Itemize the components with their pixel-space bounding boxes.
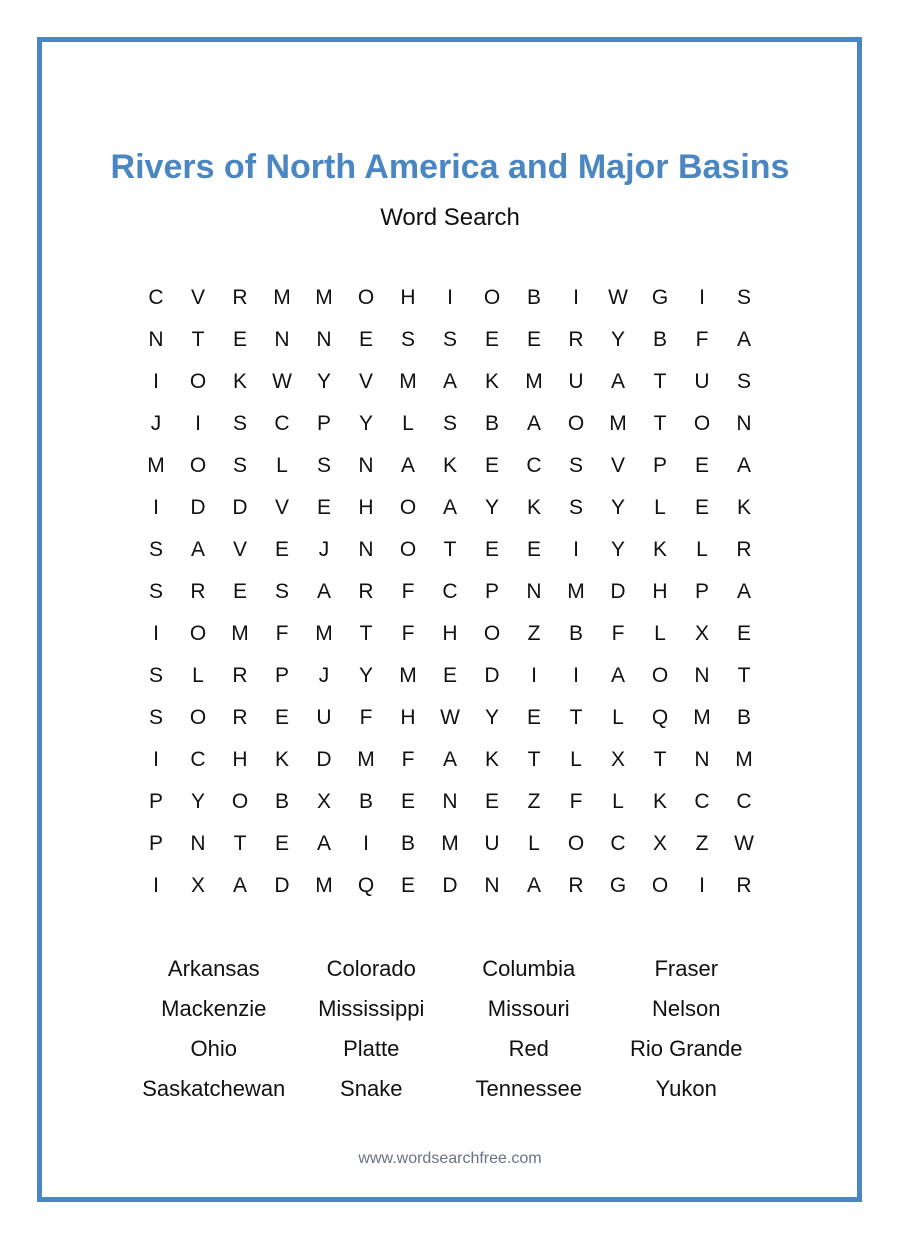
grid-letter-cell[interactable]: O [567, 412, 585, 435]
grid-letter-cell[interactable]: N [694, 664, 710, 687]
grid-letter-cell[interactable]: B [358, 790, 373, 813]
grid-letter-cell[interactable]: O [189, 706, 207, 729]
word-list-item: Columbia [482, 956, 576, 981]
grid-letter-cell[interactable]: W [440, 706, 460, 729]
grid-letter-cell[interactable]: A [316, 580, 331, 603]
grid-letter-cell[interactable]: N [442, 790, 458, 813]
grid-letter-cell[interactable]: E [484, 790, 499, 813]
grid-letter-cell[interactable]: E [442, 664, 457, 687]
word-list-item: Missouri [487, 996, 570, 1021]
grid-letter-cell[interactable]: A [442, 370, 457, 393]
grid-letter-cell[interactable]: S [568, 454, 583, 477]
grid-letter-cell[interactable]: X [316, 790, 331, 813]
grid-letter-cell[interactable]: K [652, 538, 667, 561]
grid-letter-cell[interactable]: M [399, 664, 417, 687]
grid-letter-cell[interactable]: A [316, 832, 331, 855]
grid-letter-cell[interactable]: H [652, 580, 668, 603]
grid-letter-cell[interactable]: Y [358, 664, 373, 687]
grid-letter-cell[interactable]: P [652, 454, 667, 477]
grid-letter-cell[interactable]: S [442, 328, 457, 351]
grid-letter-cell[interactable]: L [528, 832, 540, 855]
word-list-item: Mackenzie [161, 996, 267, 1021]
grid-letter-cell[interactable]: S [148, 538, 163, 561]
grid-letter-cell[interactable]: W [734, 832, 754, 855]
grid-letter-cell[interactable]: L [612, 790, 624, 813]
grid-letter-cell[interactable]: Z [527, 790, 541, 813]
grid-letter-cell[interactable]: E [526, 706, 541, 729]
word-list-item: Platte [343, 1036, 400, 1061]
grid-letter-cell[interactable]: C [694, 790, 710, 813]
grid-letter-cell[interactable]: C [736, 790, 752, 813]
grid-letter-cell[interactable]: I [573, 664, 579, 687]
grid-letter-cell[interactable]: A [610, 664, 625, 687]
grid-letter-cell[interactable]: K [526, 496, 541, 519]
grid-letter-cell[interactable]: E [694, 454, 709, 477]
grid-letter-cell[interactable]: D [232, 496, 248, 519]
grid-letter-cell[interactable]: R [232, 286, 248, 309]
grid-letter-cell[interactable]: A [736, 580, 751, 603]
grid-letter-cell[interactable]: C [610, 832, 626, 855]
grid-letter-cell[interactable]: P [274, 664, 289, 687]
grid-letter-cell[interactable]: W [608, 286, 628, 309]
grid-letter-cell[interactable]: T [233, 832, 247, 855]
grid-letter-cell[interactable]: T [443, 538, 457, 561]
grid-letter-cell[interactable]: E [274, 538, 289, 561]
grid-letter-cell[interactable]: S [148, 706, 163, 729]
grid-letter-cell[interactable]: F [275, 622, 289, 645]
grid-letter-cell[interactable]: C [274, 412, 290, 435]
grid-letter-cell[interactable]: P [316, 412, 331, 435]
grid-letter-cell[interactable]: K [652, 790, 667, 813]
grid-letter-cell[interactable]: F [401, 748, 415, 771]
grid-letter-cell[interactable]: B [736, 706, 751, 729]
grid-letter-cell[interactable]: I [573, 538, 579, 561]
grid-letter-cell[interactable]: I [195, 412, 201, 435]
grid-letter-cell[interactable]: E [526, 538, 541, 561]
grid-letter-cell[interactable]: M [315, 622, 333, 645]
grid-letter-cell[interactable]: N [274, 328, 290, 351]
grid-letter-cell[interactable]: O [357, 286, 375, 309]
grid-letter-cell[interactable]: A [232, 874, 247, 897]
grid-letter-cell[interactable]: A [610, 370, 625, 393]
grid-letter-cell[interactable]: B [526, 286, 541, 309]
grid-letter-cell[interactable]: M [399, 370, 417, 393]
grid-letter-cell[interactable]: X [190, 874, 205, 897]
grid-letter-cell[interactable]: H [442, 622, 458, 645]
grid-letter-cell[interactable]: D [190, 496, 206, 519]
grid-letter-cell[interactable]: B [274, 790, 289, 813]
grid-letter-cell[interactable]: V [190, 286, 205, 309]
word-list-item: Red [508, 1036, 549, 1061]
grid-letter-cell[interactable]: G [609, 874, 627, 897]
grid-letter-cell[interactable]: N [358, 454, 374, 477]
grid-letter-cell[interactable]: D [610, 580, 626, 603]
grid-letter-cell[interactable]: E [526, 328, 541, 351]
grid-letter-cell[interactable]: I [153, 622, 159, 645]
grid-letter-cell[interactable]: S [148, 664, 163, 687]
grid-letter-cell[interactable]: R [232, 706, 248, 729]
grid-letter-cell[interactable]: S [316, 454, 331, 477]
grid-letter-cell[interactable]: Y [358, 412, 373, 435]
grid-letter-cell[interactable]: Z [527, 622, 541, 645]
grid-letter-cell[interactable]: E [484, 454, 499, 477]
grid-letter-cell[interactable]: U [568, 370, 584, 393]
grid-letter-cell[interactable]: S [148, 580, 163, 603]
grid-letter-cell[interactable]: O [189, 454, 207, 477]
grid-letter-cell[interactable]: R [736, 874, 752, 897]
grid-letter-cell[interactable]: M [441, 832, 459, 855]
grid-letter-cell[interactable]: O [483, 286, 501, 309]
grid-letter-cell[interactable]: S [568, 496, 583, 519]
grid-letter-cell[interactable]: Y [484, 706, 499, 729]
grid-letter-cell[interactable]: J [318, 538, 330, 561]
grid-letter-cell[interactable]: Y [316, 370, 331, 393]
grid-letter-cell[interactable]: T [359, 622, 373, 645]
grid-letter-cell[interactable]: S [232, 412, 247, 435]
grid-letter-cell[interactable]: P [148, 790, 163, 813]
word-list-item: Ohio [190, 1036, 237, 1061]
grid-letter-cell[interactable]: L [654, 496, 666, 519]
grid-letter-cell[interactable]: A [442, 496, 457, 519]
puzzle-title: Rivers of North America and Major Basins [110, 148, 790, 186]
grid-letter-cell[interactable]: R [736, 538, 752, 561]
grid-letter-cell[interactable]: A [526, 874, 541, 897]
grid-letter-cell[interactable]: O [399, 496, 417, 519]
grid-letter-cell[interactable]: H [358, 496, 374, 519]
grid-letter-cell[interactable]: S [736, 286, 751, 309]
grid-letter-cell[interactable]: M [693, 706, 711, 729]
grid-letter-cell[interactable]: X [694, 622, 709, 645]
grid-letter-cell[interactable]: O [651, 874, 669, 897]
word-list-item: Nelson [652, 996, 721, 1021]
grid-letter-cell[interactable]: R [190, 580, 206, 603]
grid-letter-cell[interactable]: X [652, 832, 667, 855]
grid-letter-cell[interactable]: N [148, 328, 164, 351]
grid-letter-cell[interactable]: T [653, 748, 667, 771]
grid-letter-cell[interactable]: M [357, 748, 375, 771]
grid-letter-cell[interactable]: N [190, 832, 206, 855]
grid-letter-cell[interactable]: O [651, 664, 669, 687]
grid-letter-cell[interactable]: I [363, 832, 369, 855]
grid-letter-cell[interactable]: C [148, 286, 164, 309]
word-list-item: Rio Grande [629, 1036, 743, 1061]
grid-letter-cell[interactable]: F [569, 790, 583, 813]
grid-letter-cell[interactable]: M [147, 454, 165, 477]
grid-letter-cell[interactable]: P [148, 832, 163, 855]
grid-letter-cell[interactable]: N [526, 580, 542, 603]
grid-letter-cell[interactable]: T [569, 706, 583, 729]
grid-letter-cell[interactable]: J [150, 412, 162, 435]
grid-letter-cell[interactable]: S [736, 370, 751, 393]
grid-letter-cell[interactable]: Y [610, 328, 625, 351]
grid-letter-cell[interactable]: B [568, 622, 583, 645]
grid-letter-cell[interactable]: Y [190, 790, 205, 813]
grid-letter-cell[interactable]: D [316, 748, 332, 771]
grid-letter-cell[interactable]: T [653, 370, 667, 393]
grid-letter-cell[interactable]: E [232, 328, 247, 351]
grid-letter-cell[interactable]: E [736, 622, 751, 645]
grid-letter-cell[interactable]: J [318, 664, 330, 687]
grid-letter-cell[interactable]: T [653, 412, 667, 435]
grid-letter-cell[interactable]: M [567, 580, 585, 603]
grid-letter-cell[interactable]: E [484, 538, 499, 561]
word-list-item: Colorado [326, 956, 416, 981]
grid-letter-cell[interactable]: S [232, 454, 247, 477]
word-list-item: Saskatchewan [142, 1076, 286, 1101]
grid-letter-cell[interactable]: P [484, 580, 499, 603]
grid-letter-cell[interactable]: F [401, 580, 415, 603]
grid-letter-cell[interactable]: A [526, 412, 541, 435]
letter-grid [135, 277, 765, 907]
grid-letter-cell[interactable]: E [232, 580, 247, 603]
grid-letter-cell[interactable]: E [358, 328, 373, 351]
grid-letter-cell[interactable]: R [232, 664, 248, 687]
grid-letter-cell[interactable]: A [190, 538, 205, 561]
grid-letter-cell[interactable]: A [442, 748, 457, 771]
grid-letter-cell[interactable]: P [694, 580, 709, 603]
grid-letter-cell[interactable]: V [274, 496, 289, 519]
grid-letter-cell[interactable]: F [611, 622, 625, 645]
grid-letter-cell[interactable]: Q [651, 706, 669, 729]
grid-letter-cell[interactable]: I [573, 286, 579, 309]
grid-letter-cell[interactable]: S [274, 580, 289, 603]
grid-letter-cell[interactable]: H [400, 706, 416, 729]
grid-letter-cell[interactable]: N [484, 874, 500, 897]
word-list-item: Snake [340, 1076, 403, 1101]
grid-letter-cell[interactable]: M [609, 412, 627, 435]
grid-letter-cell[interactable]: V [610, 454, 625, 477]
grid-letter-cell[interactable]: O [231, 790, 249, 813]
grid-letter-cell[interactable]: N [736, 412, 752, 435]
grid-letter-cell[interactable]: C [526, 454, 542, 477]
grid-letter-cell[interactable]: E [274, 832, 289, 855]
grid-letter-cell[interactable]: E [484, 328, 499, 351]
grid-letter-cell[interactable]: K [442, 454, 457, 477]
grid-letter-cell[interactable]: M [525, 370, 543, 393]
grid-letter-cell[interactable]: I [153, 496, 159, 519]
grid-letter-cell[interactable]: V [358, 370, 373, 393]
grid-letter-cell[interactable]: V [232, 538, 247, 561]
grid-letter-cell[interactable]: L [192, 664, 204, 687]
grid-letter-cell[interactable]: I [153, 748, 159, 771]
grid-letter-cell[interactable]: R [568, 328, 584, 351]
word-list-item: Yukon [655, 1076, 717, 1101]
footer-website: www.wordsearchfree.com [358, 1150, 542, 1167]
grid-letter-cell[interactable]: A [736, 454, 751, 477]
grid-letter-cell[interactable]: N [694, 748, 710, 771]
grid-letter-cell[interactable]: Y [610, 538, 625, 561]
grid-letter-cell[interactable]: M [735, 748, 753, 771]
grid-letter-cell[interactable]: I [699, 874, 705, 897]
grid-letter-cell[interactable]: L [570, 748, 582, 771]
grid-letter-cell[interactable]: C [442, 580, 458, 603]
grid-letter-cell[interactable]: Q [357, 874, 375, 897]
grid-letter-cell[interactable]: A [736, 328, 751, 351]
word-list [135, 949, 765, 1109]
grid-letter-cell[interactable]: M [231, 622, 249, 645]
grid-letter-cell[interactable]: F [401, 622, 415, 645]
grid-letter-cell[interactable]: A [400, 454, 415, 477]
grid-letter-cell[interactable]: U [316, 706, 332, 729]
grid-letter-cell[interactable]: L [654, 622, 666, 645]
grid-letter-cell[interactable]: N [316, 328, 332, 351]
grid-letter-cell[interactable]: E [316, 496, 331, 519]
grid-letter-cell[interactable]: F [695, 328, 709, 351]
grid-letter-cell[interactable]: O [567, 832, 585, 855]
grid-letter-cell[interactable]: T [737, 664, 751, 687]
grid-letter-cell[interactable]: U [484, 832, 500, 855]
grid-letter-cell[interactable]: L [276, 454, 288, 477]
word-list-item: Mississippi [318, 996, 425, 1021]
grid-letter-cell[interactable]: I [531, 664, 537, 687]
grid-letter-cell[interactable]: M [273, 286, 291, 309]
grid-letter-cell[interactable]: I [153, 370, 159, 393]
grid-letter-cell[interactable]: Z [695, 832, 709, 855]
grid-letter-cell[interactable]: L [696, 538, 708, 561]
grid-letter-cell[interactable]: N [358, 538, 374, 561]
grid-letter-cell[interactable]: D [442, 874, 458, 897]
grid-letter-cell[interactable]: T [527, 748, 541, 771]
grid-letter-cell[interactable]: X [610, 748, 625, 771]
grid-letter-cell[interactable]: B [400, 832, 415, 855]
word-list-item: Tennessee [475, 1076, 582, 1101]
grid-letter-cell[interactable]: K [736, 496, 751, 519]
grid-letter-cell[interactable]: O [693, 412, 711, 435]
grid-letter-cell[interactable]: I [447, 286, 453, 309]
grid-letter-cell[interactable]: G [651, 286, 669, 309]
grid-letter-cell[interactable]: L [612, 706, 624, 729]
grid-letter-cell[interactable]: I [153, 874, 159, 897]
grid-letter-cell[interactable]: B [652, 328, 667, 351]
word-list-item: Fraser [654, 956, 719, 981]
grid-letter-cell[interactable]: D [274, 874, 290, 897]
grid-letter-cell[interactable]: O [189, 370, 207, 393]
grid-letter-cell[interactable]: F [359, 706, 373, 729]
grid-letter-cell[interactable]: H [400, 286, 416, 309]
grid-letter-cell[interactable]: K [274, 748, 289, 771]
grid-letter-cell[interactable]: O [483, 622, 501, 645]
grid-letter-cell[interactable]: S [400, 328, 415, 351]
grid-letter-cell[interactable]: R [568, 874, 584, 897]
grid-letter-cell[interactable]: T [191, 328, 205, 351]
grid-letter-cell[interactable]: E [694, 496, 709, 519]
grid-letter-cell[interactable]: U [694, 370, 710, 393]
grid-letter-cell[interactable]: E [274, 706, 289, 729]
puzzle-subtitle: Word Search [380, 204, 520, 231]
grid-letter-cell[interactable]: M [315, 874, 333, 897]
grid-letter-cell[interactable]: K [484, 748, 499, 771]
grid-letter-cell[interactable]: L [402, 412, 414, 435]
grid-letter-cell[interactable]: D [484, 664, 500, 687]
grid-letter-cell[interactable]: Y [610, 496, 625, 519]
grid-letter-cell[interactable]: B [484, 412, 499, 435]
grid-letter-cell[interactable]: O [189, 622, 207, 645]
grid-letter-cell[interactable]: M [315, 286, 333, 309]
word-list-item: Arkansas [167, 956, 260, 981]
grid-letter-cell[interactable]: E [400, 874, 415, 897]
grid-letter-cell[interactable]: I [699, 286, 705, 309]
grid-letter-cell[interactable]: C [190, 748, 206, 771]
grid-letter-cell[interactable]: S [442, 412, 457, 435]
grid-letter-cell[interactable]: R [358, 580, 374, 603]
grid-letter-cell[interactable]: O [399, 538, 417, 561]
grid-letter-cell[interactable]: K [232, 370, 247, 393]
grid-letter-cell[interactable]: H [232, 748, 248, 771]
grid-letter-cell[interactable]: W [272, 370, 292, 393]
grid-letter-cell[interactable]: Y [484, 496, 499, 519]
grid-letter-cell[interactable]: K [484, 370, 499, 393]
grid-letter-cell[interactable]: E [400, 790, 415, 813]
